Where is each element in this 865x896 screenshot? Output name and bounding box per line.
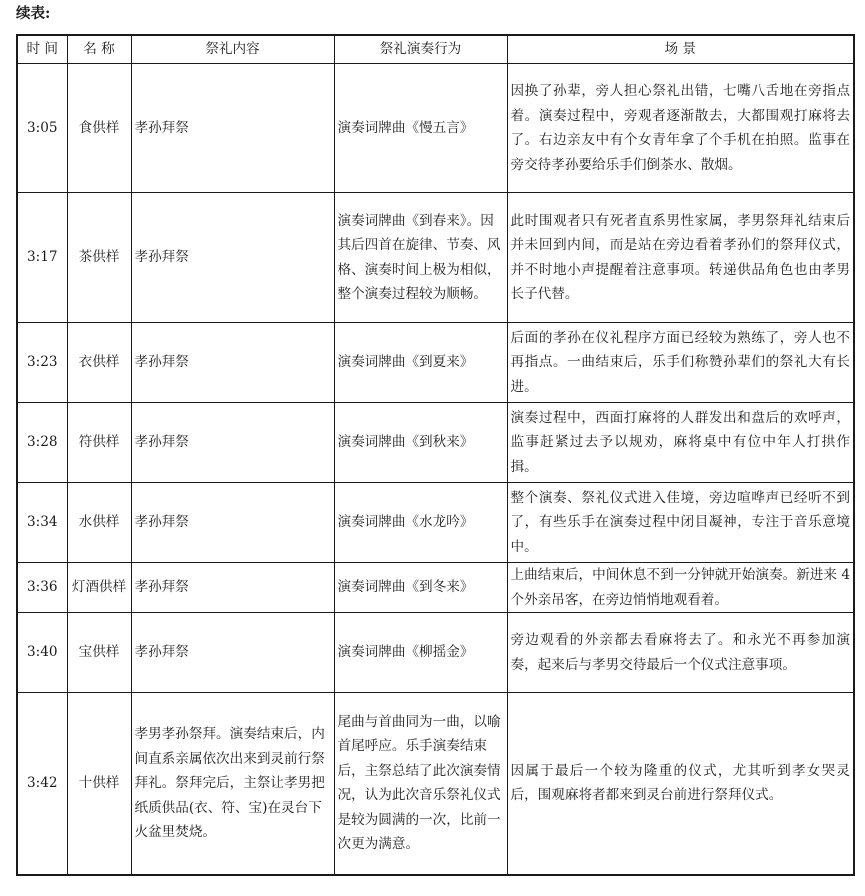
scene-cell: 旁边观看的外亲都去看麻将去了。和永光不再参加演奏，起来后与孝男交待最后一个仪式注意事项。 [507, 613, 854, 693]
header-name: 名 称 [67, 35, 131, 64]
content-cell: 孝孙拜祭 [131, 323, 334, 403]
performance-cell: 演奏词牌曲《到秋来》 [334, 403, 507, 483]
scene-cell: 整个演奏、祭礼仪式进入佳境，旁边喧哗声已经听不到了，有些乐手在演奏过程中闭目凝神，专注于音乐意境中。 [507, 483, 854, 563]
content-cell: 孝孙拜祭 [131, 483, 334, 563]
scene-cell: 此时围观者只有死者直系男性家属，孝男祭拜礼结束后并未回到内间，而是站在旁边看着孝孙们的祭拜仪式，并不时地小声提醒着注意事项。转递供品角色也由孝男长子代替。 [507, 193, 854, 323]
content-cell: 孝孙拜祭 [131, 563, 334, 613]
performance-cell: 演奏词牌曲《慢五言》 [334, 64, 507, 193]
scene-cell: 上曲结束后，中间休息不到一分钟就开始演奏。新进来 4 个外亲吊客，在旁边悄悄地观看着。 [507, 563, 854, 613]
time-cell: 3:17 [17, 193, 67, 323]
performance-cell: 演奏词牌曲《水龙吟》 [334, 483, 507, 563]
name-cell: 十供样 [67, 693, 131, 875]
table-row [17, 403, 854, 483]
header-scene: 场 景 [507, 35, 854, 64]
performance-cell: 演奏词牌曲《到夏来》 [334, 323, 507, 403]
name-cell: 宝供样 [67, 613, 131, 693]
scene-cell: 因换了孙辈，旁人担心祭礼出错，七嘴八舌地在旁指点着。演奏过程中，旁观者逐渐散去，大都围观打麻将去了。右边亲友中有个女青年拿了个手机在拍照。监事在旁交待孝孙要给乐手们倒茶水、散烟。 [507, 64, 854, 193]
name-cell: 灯酒供样 [67, 563, 131, 613]
table-caption: 续表: [16, 5, 51, 22]
time-cell: 3:28 [17, 403, 67, 483]
name-cell: 食供样 [67, 64, 131, 193]
scene-cell: 因属于最后一个较为隆重的仪式，尤其听到孝女哭灵后，围观麻将者都来到灵台前进行祭拜仪式。 [507, 693, 854, 875]
name-cell: 衣供样 [67, 323, 131, 403]
content-cell: 孝男孝孙祭拜。演奏结束后，内间直系亲属依次出来到灵前行祭拜礼。祭拜完后，主祭让孝男把纸质供品(衣、符、宝)在灵台下火盆里焚烧。 [131, 693, 334, 875]
header-row [17, 35, 854, 64]
name-cell: 水供样 [67, 483, 131, 563]
table-row [17, 64, 854, 193]
table-row [17, 693, 854, 875]
time-cell: 3:36 [17, 563, 67, 613]
ritual-table [16, 34, 855, 876]
time-cell: 3:23 [17, 323, 67, 403]
name-cell: 茶供样 [67, 193, 131, 323]
time-cell: 3:34 [17, 483, 67, 563]
table-row [17, 483, 854, 563]
table-row [17, 323, 854, 403]
name-cell: 符供样 [67, 403, 131, 483]
header-time: 时 间 [17, 35, 67, 64]
performance-cell: 演奏词牌曲《柳摇金》 [334, 613, 507, 693]
time-cell: 3:42 [17, 693, 67, 875]
performance-cell: 演奏词牌曲《到冬来》 [334, 563, 507, 613]
performance-cell: 演奏词牌曲《到春来》。因其后四首在旋律、节奏、风格、演奏时间上极为相似，整个演奏过程较为顺畅。 [334, 193, 507, 323]
performance-cell: 尾曲与首曲同为一曲，以喻首尾呼应。乐手演奏结束后，主祭总结了此次演奏情况，认为此次音乐祭礼仪式是较为圆满的一次，比前一次更为满意。 [334, 693, 507, 875]
time-cell: 3:05 [17, 64, 67, 193]
table-row [17, 193, 854, 323]
header-performance: 祭礼演奏行为 [334, 35, 507, 64]
content-cell: 孝孙拜祭 [131, 403, 334, 483]
content-cell: 孝孙拜祭 [131, 193, 334, 323]
table-row [17, 563, 854, 613]
table-row [17, 613, 854, 693]
header-content: 祭礼内容 [131, 35, 334, 64]
scene-cell: 演奏过程中，西面打麻将的人群发出和盘后的欢呼声，监事赶紧过去予以规劝，麻将桌中有位中年人打拱作揖。 [507, 403, 854, 483]
content-cell: 孝孙拜祭 [131, 613, 334, 693]
content-cell: 孝孙拜祭 [131, 64, 334, 193]
time-cell: 3:40 [17, 613, 67, 693]
scene-cell: 后面的孝孙在仪礼程序方面已经较为熟练了，旁人也不再指点。一曲结束后，乐手们称赞孙辈们的祭礼大有长进。 [507, 323, 854, 403]
